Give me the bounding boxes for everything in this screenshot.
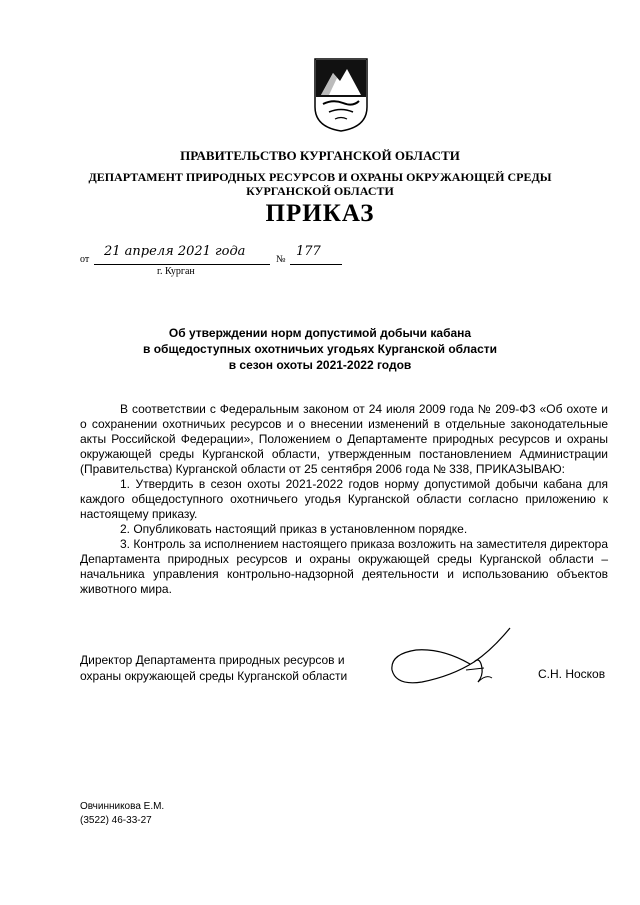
subject-line-3: в сезон охоты 2021-2022 годов	[228, 358, 412, 372]
item-3-paragraph: 3. Контроль за исполнением настоящего приказа возложить на заместителя директора Департамента природных ресурсов и охраны окружающей среды Курганской области – начальника управления контрольно-надзорной деятельности и использованию объектов животного мира.	[80, 537, 608, 596]
item-1-paragraph: 1. Утвердить в сезон охоты 2021-2022 годов норму допустимой добычи кабана для каждого общедоступного охотничьего угодья Курганской области согласно приложению к настоящему приказу.	[80, 477, 608, 521]
number-label: №	[276, 254, 286, 265]
handwritten-date: 21 апреля 2021 года	[104, 244, 246, 259]
executor-phone: (3522) 46-33-27	[80, 815, 152, 826]
department-line-1: ДЕПАРТАМЕНТ ПРИРОДНЫХ РЕСУРСОВ И ОХРАНЫ ОКРУЖАЮЩЕЙ СРЕДЫ	[88, 170, 552, 184]
handwritten-number: 177	[296, 244, 321, 259]
number-underline	[290, 264, 342, 265]
date-from-label: от	[80, 254, 90, 265]
date-underline	[94, 264, 270, 265]
subject-line-1: Об утверждении норм допустимой добычи кабана	[168, 326, 472, 340]
executor-name: Овчинникова Е.М.	[80, 801, 165, 812]
signatory-title-line-2: охраны окружающей среды Курганской области	[80, 669, 348, 683]
city: г. Курган	[157, 266, 195, 277]
government-name: ПРАВИТЕЛЬСТВО КУРГАНСКОЙ ОБЛАСТИ	[180, 148, 460, 163]
signatory-name: С.Н. Носков	[538, 667, 606, 681]
order-subject	[0, 325, 640, 373]
signatory-title-line-1: Директор Департамента природных ресурсов и	[80, 653, 345, 667]
document-type: ПРИКАЗ	[265, 200, 375, 227]
executor-info	[80, 800, 164, 828]
department-line-2: КУРГАНСКОЙ ОБЛАСТИ	[246, 184, 394, 198]
subject-line-2: в общедоступных охотничьих угодьях Курганской области	[143, 342, 497, 356]
coat-of-arms-icon	[313, 57, 369, 133]
item-2-paragraph: 2. Опубликовать настоящий приказ в установленном порядке.	[120, 522, 468, 536]
preamble-paragraph: В соответствии с Федеральным законом от 24 июля 2009 года № 209-ФЗ «Об охоте и о сохранении охотничьих ресурсов и о внесении изменений в отдельные законодательные акты Российской Федерации», Положением о Департаменте природных ресурсов и охраны окружающей среды Курганской области, утвержденным постановлением Администрации (Правительства) Курганской области от 25 сентября 2006 года № 338, ПРИКАЗЫВАЮ:	[80, 402, 608, 476]
handwritten-signature	[382, 620, 532, 700]
order-body	[80, 402, 608, 597]
signatory-title	[80, 652, 347, 684]
department-name	[0, 170, 640, 198]
